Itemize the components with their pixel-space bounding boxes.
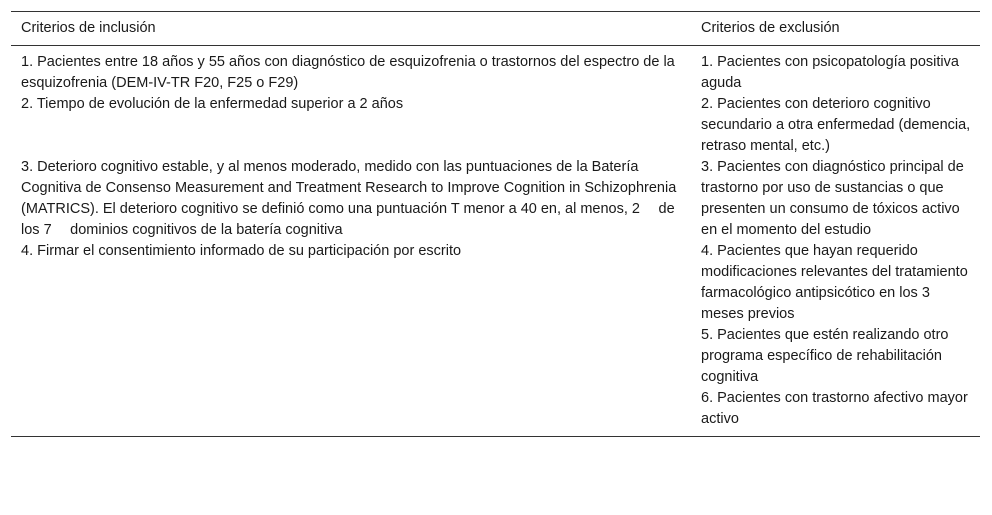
inclusion-cell: 2. Tiempo de evolución de la enfermedad superior a 2 años	[21, 96, 404, 112]
exclusion-cell: 5. Pacientes que estén realizando otro programa específico de rehabilitación cognitiva	[701, 327, 949, 385]
table-header-row	[11, 12, 980, 46]
table-row	[11, 325, 980, 388]
table-row	[11, 388, 980, 437]
table-row	[11, 46, 980, 95]
inclusion-cell	[11, 325, 691, 388]
inclusion-cell: 1. Pacientes entre 18 años y 55 años con diagnóstico de esquizofrenia o trastornos del espectro de la esquizofrenia (DEM-IV-TR F20, F25 o F29)	[21, 54, 675, 91]
inclusion-cell: 3. Deterioro cognitivo estable, y al menos moderado, medido con las puntuaciones de la Batería Cognitiva de Consenso Measurement and Treatment Research to Improve Cognition in Schizophrenia (MATRICS). El deterioro cognitivo se definió como una puntuación T menor a 40 en, al menos, 2 de los 7 dominios cognitivos de la batería cognitiva	[21, 159, 677, 238]
criteria-table-container	[11, 11, 980, 437]
header-inclusion: Criterios de inclusión	[11, 12, 691, 46]
exclusion-cell: 4. Pacientes que hayan requerido modificaciones relevantes del tratamiento farmacológico antipsicótico en los 3 meses previos	[701, 243, 968, 322]
exclusion-cell: 1. Pacientes con psicopatología positiva aguda	[701, 54, 959, 91]
exclusion-cell: 3. Pacientes con diagnóstico principal de trastorno por uso de sustancias o que presenten un consumo de tóxicos activo en el momento del estudio	[701, 159, 964, 238]
header-exclusion: Criterios de exclusión	[691, 12, 980, 46]
criteria-table	[11, 11, 980, 437]
inclusion-cell: 4. Firmar el consentimiento informado de su participación por escrito	[21, 243, 462, 259]
inclusion-cell	[11, 388, 691, 437]
table-row	[11, 241, 980, 325]
exclusion-cell: 2. Pacientes con deterioro cognitivo secundario a otra enfermedad (demencia, retraso mental, etc.)	[701, 96, 971, 154]
exclusion-cell: 6. Pacientes con trastorno afectivo mayor activo	[691, 388, 980, 437]
table-row	[11, 157, 980, 241]
table-row	[11, 94, 980, 157]
